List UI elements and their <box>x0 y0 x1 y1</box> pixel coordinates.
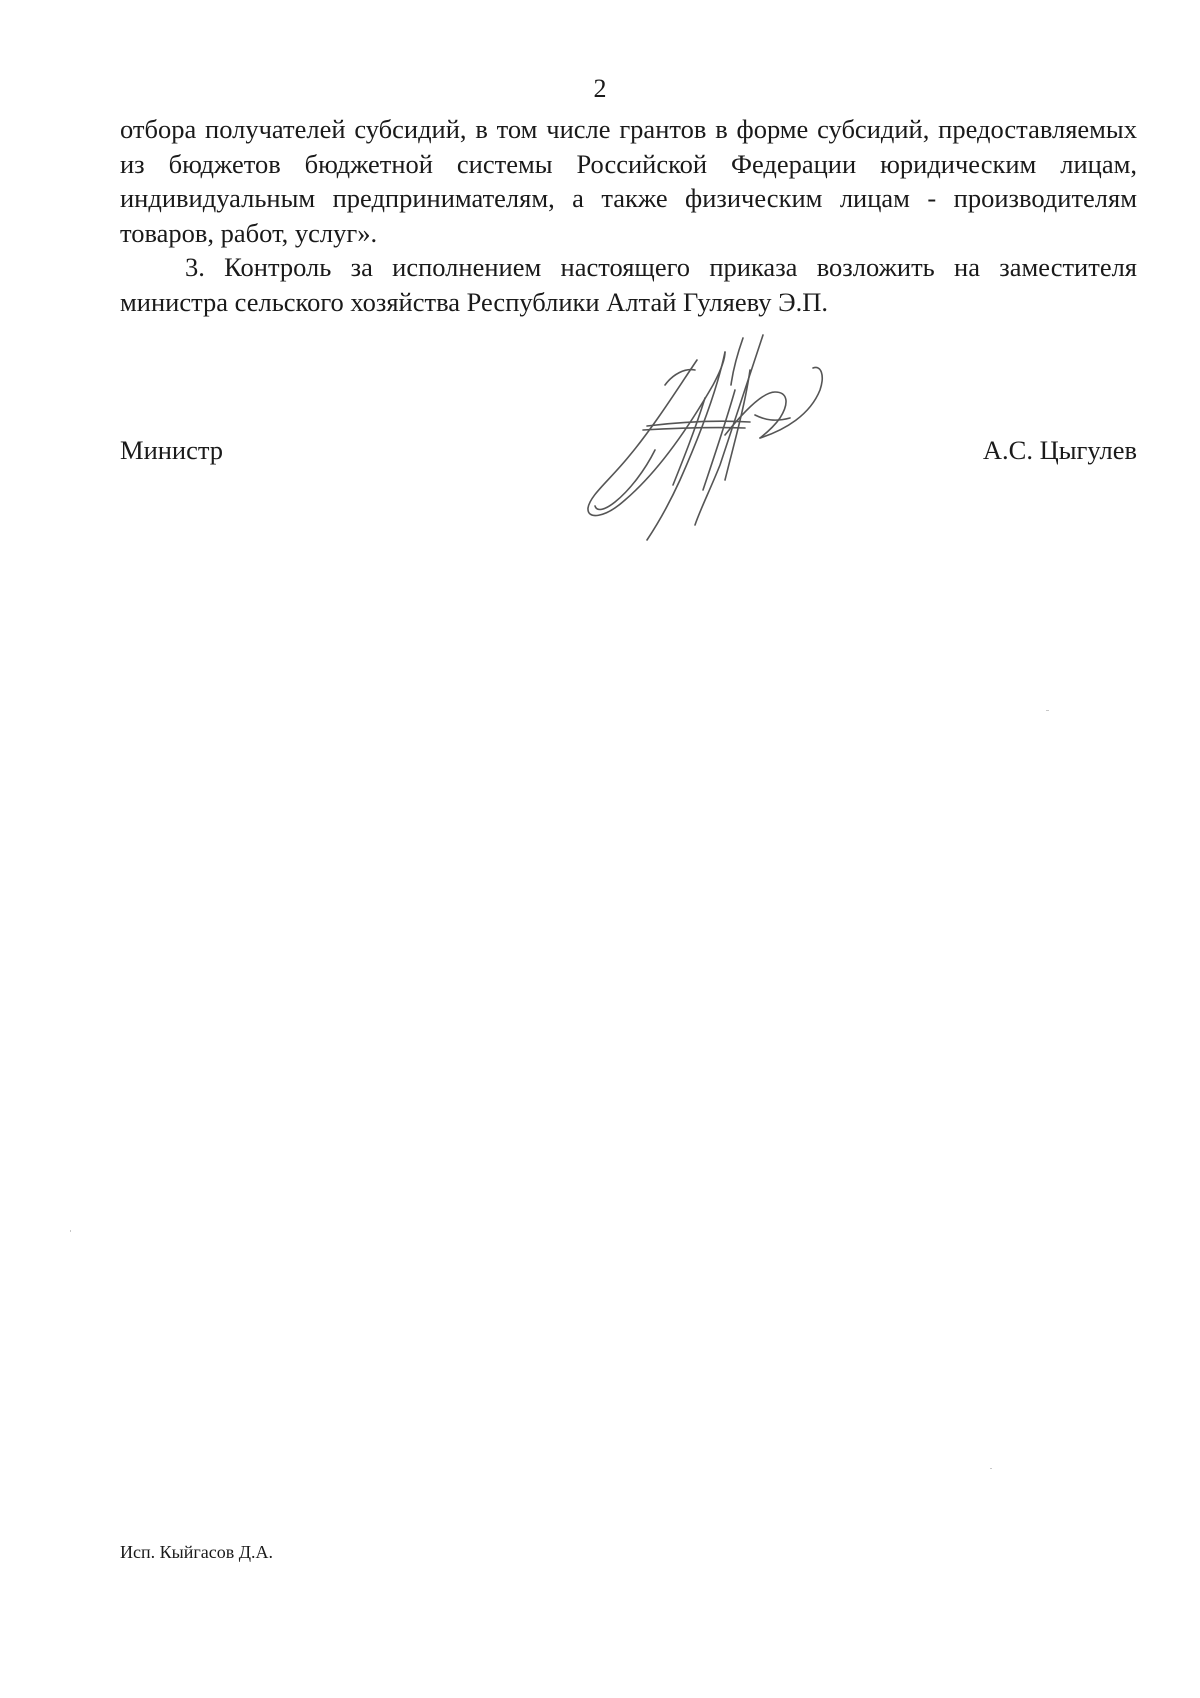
scan-speck <box>990 1468 992 1469</box>
paragraph-continuation: отбора получателей субсидий, в том числе грантов в форме субсидий, предоставляемых из бюджетов бюджетной системы Российской Федерации юридическим лицам, индивидуальным предпринимателям, а также физическим лицам - производителям товаров, работ, услуг». <box>120 114 1137 248</box>
signatory-name: А.С. Цыгулев <box>982 435 1137 465</box>
scan-speck <box>70 1230 71 1232</box>
handwritten-signature <box>585 330 850 545</box>
page-number: 2 <box>593 74 607 103</box>
executor-note: Исп. Кыйгасов Д.А. <box>120 1542 273 1562</box>
scan-speck <box>1046 710 1049 711</box>
document-body <box>120 112 1137 319</box>
paragraph-control-clause: 3. Контроль за исполнением настоящего приказа возложить на заместителя министра сельского хозяйства Республики Алтай Гуляеву Э.П. <box>120 252 1137 317</box>
signatory-position: Министр <box>120 435 224 465</box>
